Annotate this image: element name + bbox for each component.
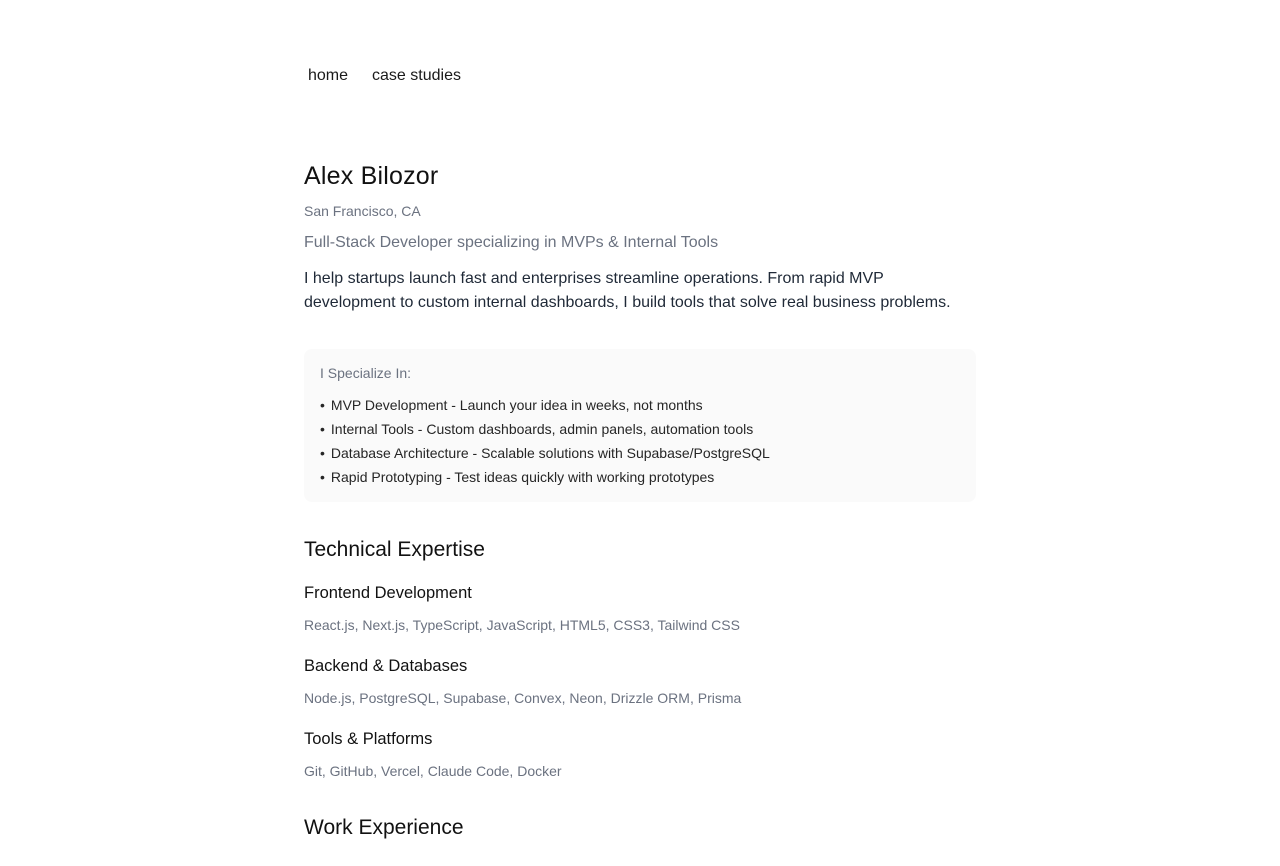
group-title-tools: Tools & Platforms — [304, 730, 433, 748]
bullet-icon: • — [320, 469, 325, 485]
specialties-box — [304, 349, 976, 502]
specialty-text: Internal Tools - Custom dashboards, admin panels, automation tools — [330, 421, 754, 437]
group-title-frontend: Frontend Development — [304, 584, 472, 602]
specialty-item — [320, 465, 960, 489]
specialty-item — [320, 393, 960, 417]
bullet-icon: • — [320, 421, 325, 437]
specialties-list — [320, 393, 960, 489]
tagline-text: Full-Stack Developer specializing in MVPs & Internal Tools — [304, 234, 719, 251]
specialties-label: I Specialize In: — [320, 365, 412, 381]
specialty-text: MVP Development - Launch your idea in weeks, not months — [330, 397, 703, 413]
section-title-technical-expertise: Technical Expertise — [304, 538, 485, 561]
specialty-item — [320, 417, 960, 441]
group-skills-frontend: React.js, Next.js, TypeScript, JavaScript, HTML5, CSS3, Tailwind CSS — [304, 617, 740, 633]
location-text: San Francisco, CA — [304, 203, 421, 219]
specialty-item — [320, 441, 960, 465]
nav-link-home[interactable]: home — [308, 67, 349, 84]
bullet-icon: • — [320, 397, 325, 413]
portfolio-page — [0, 66, 1280, 866]
section-title-work-experience: Work Experience — [304, 816, 464, 839]
page-title: Alex Bilozor — [304, 162, 439, 190]
specialty-text: Database Architecture - Scalable solutions with Supabase/PostgreSQL — [330, 445, 770, 461]
content-column — [304, 66, 976, 839]
group-title-backend: Backend & Databases — [304, 657, 468, 675]
group-skills-tools: Git, GitHub, Vercel, Claude Code, Docker — [304, 763, 562, 779]
nav-link-case-studies[interactable]: case studies — [372, 67, 461, 84]
main-nav — [304, 66, 976, 85]
bullet-icon: • — [320, 445, 325, 461]
specialty-text: Rapid Prototyping - Test ideas quickly with working prototypes — [330, 469, 715, 485]
summary-paragraph: I help startups launch fast and enterprises streamline operations. From rapid MVP development to custom internal dashboards, I build tools that solve real business problems. — [304, 270, 951, 311]
group-skills-backend: Node.js, PostgreSQL, Supabase, Convex, Neon, Drizzle ORM, Prisma — [304, 690, 742, 706]
